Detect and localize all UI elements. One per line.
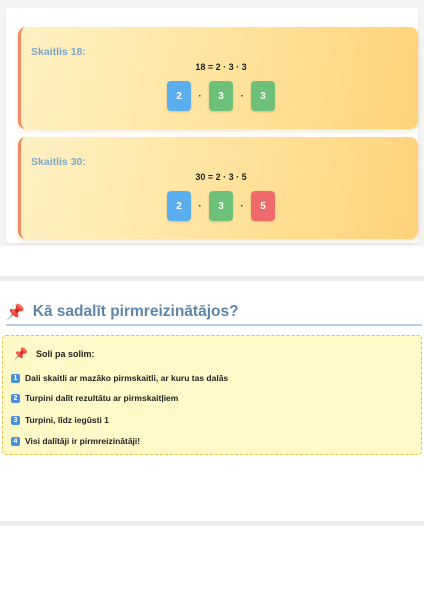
step-text: Turpini dalīt rezultātu ar pirmskaitļiem bbox=[25, 393, 179, 403]
factor-chip: 2 bbox=[167, 191, 191, 221]
step-number-badge: 2 bbox=[11, 394, 20, 403]
factor-chip: 3 bbox=[251, 81, 275, 111]
example-title: Skaitlis 18: bbox=[31, 46, 86, 58]
steps-heading bbox=[13, 347, 94, 361]
examples-panel bbox=[0, 0, 424, 246]
multiply-dot: · bbox=[240, 200, 244, 212]
step-number-badge: 3 bbox=[11, 416, 20, 425]
step-item bbox=[11, 415, 109, 425]
example-card-18 bbox=[18, 27, 418, 129]
pushpin-icon: 📌 bbox=[13, 347, 28, 361]
step-item bbox=[11, 393, 178, 403]
title-underline bbox=[6, 324, 422, 326]
step-item bbox=[11, 373, 228, 383]
step-text: Turpini, līdz iegūsti 1 bbox=[25, 415, 109, 425]
section-divider bbox=[0, 276, 424, 281]
multiply-dot: · bbox=[240, 90, 244, 102]
example-card-30 bbox=[18, 137, 418, 239]
multiply-dot: · bbox=[198, 90, 202, 102]
example-equation: 18 = 2 · 3 · 3 bbox=[195, 62, 247, 72]
section-divider bbox=[0, 521, 424, 526]
example-equation: 30 = 2 · 3 · 5 bbox=[195, 172, 247, 182]
factor-chips bbox=[21, 81, 421, 111]
factor-chip: 5 bbox=[251, 191, 275, 221]
steps-heading-label: Soli pa solim: bbox=[35, 349, 95, 359]
step-item bbox=[11, 436, 140, 446]
factor-chip: 3 bbox=[209, 191, 233, 221]
factor-chip: 2 bbox=[167, 81, 191, 111]
step-number-badge: 1 bbox=[11, 374, 20, 383]
steps-box bbox=[2, 335, 422, 455]
examples-card bbox=[6, 8, 418, 243]
step-number-badge: 4 bbox=[11, 437, 20, 446]
section-heading bbox=[6, 303, 239, 321]
step-text: Dali skaitli ar mazāko pirmskaitli, ar kuru tas dalās bbox=[25, 373, 229, 383]
factor-chip: 3 bbox=[209, 81, 233, 111]
example-title: Skaitlis 30: bbox=[31, 156, 86, 168]
section-title: Kā sadalīt pirmreizinātājos? bbox=[32, 303, 239, 320]
pushpin-icon: 📌 bbox=[6, 303, 25, 321]
step-text: Visi dalītāji ir pirmreizinātāji! bbox=[25, 436, 141, 446]
multiply-dot: · bbox=[198, 200, 202, 212]
factor-chips bbox=[21, 191, 421, 221]
